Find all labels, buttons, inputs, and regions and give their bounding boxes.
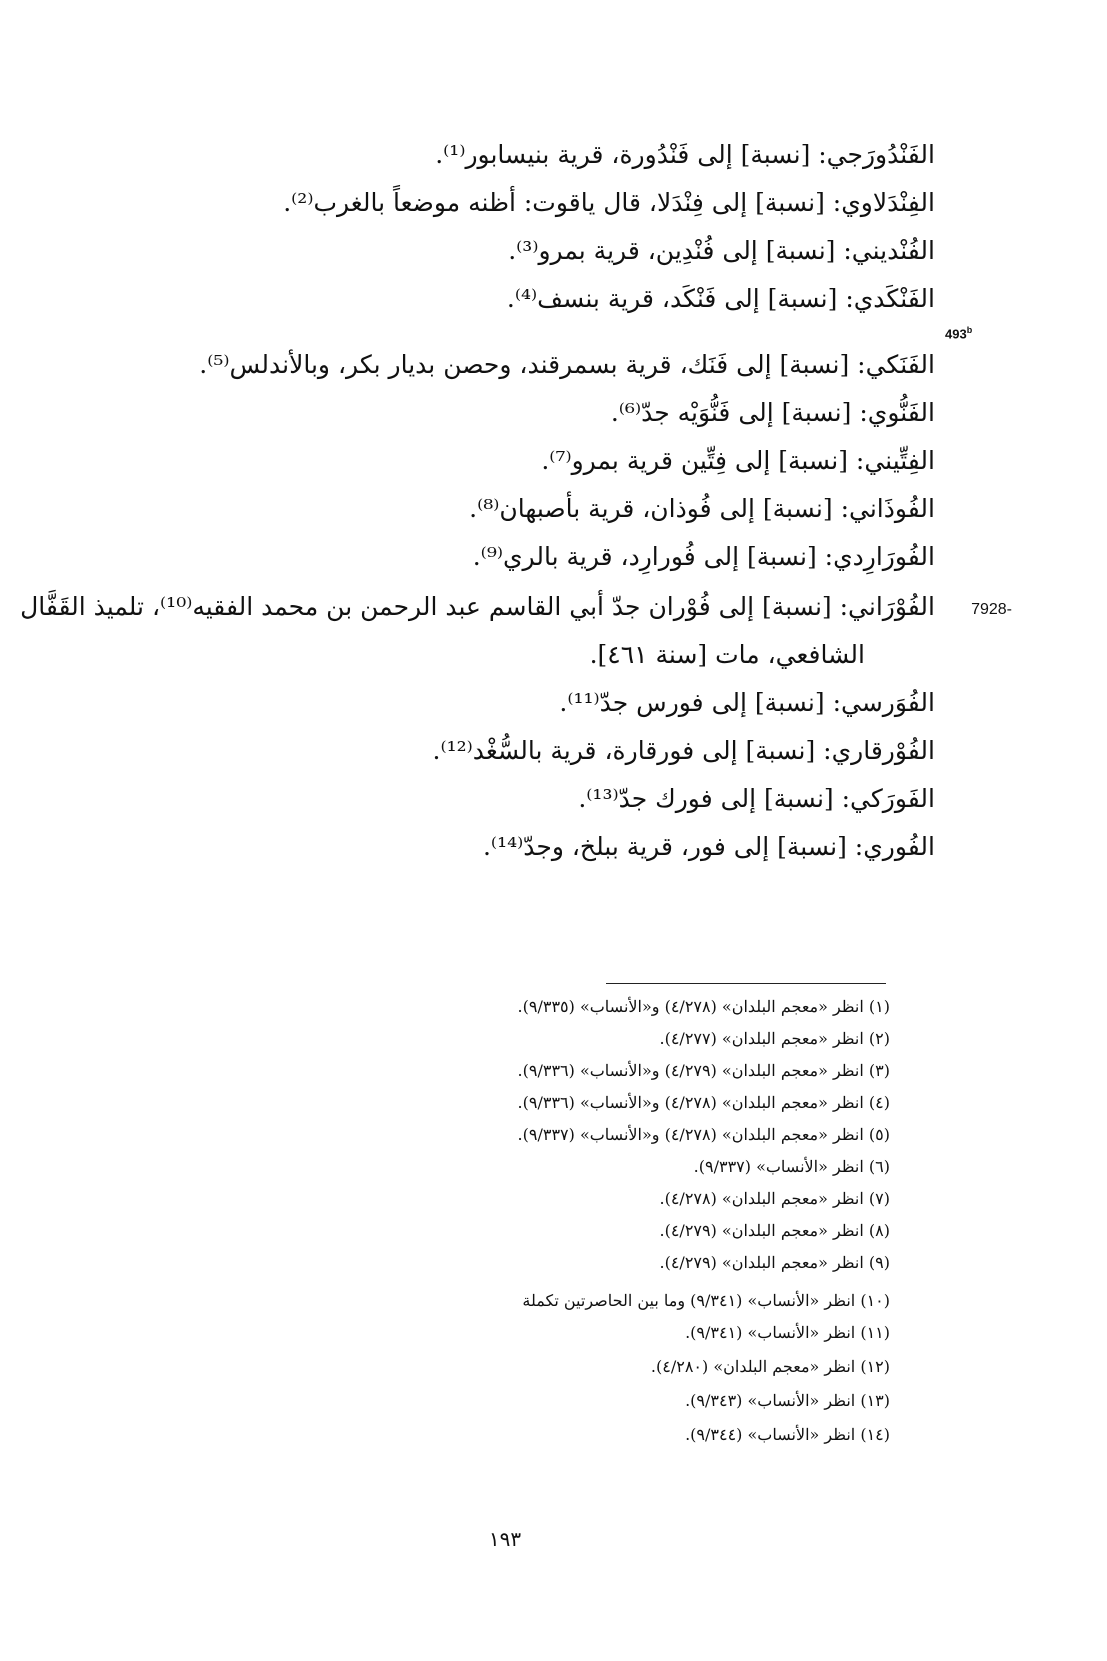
footnote-separator: [606, 983, 886, 984]
footnote: (١٠) انظر «الأنساب» (٩/٣٤١) وما بين الحاصرتين تكملة: [522, 1291, 890, 1310]
entry: الفَنُّوي: [نسبة] إلى فَنُّوَيْه جدّ⁽⁶⁾.: [610, 398, 935, 427]
page-number: ١٩٣: [488, 1527, 522, 1551]
entry-continuation: الشافعي، مات [سنة ٤٦١].: [589, 640, 865, 669]
entry: الفُوْرقاري: [نسبة] إلى فورقارة، قرية بالسُّغْد⁽¹²⁾.: [432, 736, 935, 765]
footnote: (٤) انظر «معجم البلدان» (٤/٢٧٨) و«الأنساب» (٩/٣٣٦).: [517, 1093, 890, 1112]
footnote: (٩) انظر «معجم البلدان» (٤/٢٧٩).: [659, 1253, 890, 1272]
footnote: (٥) انظر «معجم البلدان» (٤/٢٧٨) و«الأنساب» (٩/٣٣٧).: [517, 1125, 890, 1144]
footnote: (٨) انظر «معجم البلدان» (٤/٢٧٩).: [659, 1221, 890, 1240]
entry: الفَنْدُورَجي: [نسبة] إلى فَنْدُورة، قرية بنيسابور⁽¹⁾.: [435, 140, 935, 169]
footnote: (٧) انظر «معجم البلدان» (٤/٢٧٨).: [659, 1189, 890, 1208]
entry-number: 7928-: [971, 601, 1012, 618]
footnote: (٣) انظر «معجم البلدان» (٤/٢٧٩) و«الأنساب» (٩/٣٣٦).: [517, 1061, 890, 1080]
entry: الفُوري: [نسبة] إلى فور، قرية ببلخ، وجدّ⁽¹⁴⁾.: [482, 832, 935, 861]
footnote: (١٢) انظر «معجم البلدان» (٤/٢٨٠).: [650, 1357, 890, 1376]
entry: الفَورَكي: [نسبة] إلى فورك جدّ⁽¹³⁾.: [578, 784, 935, 813]
footnote: (١) انظر «معجم البلدان» (٤/٢٧٨) و«الأنساب» (٩/٣٣٥).: [517, 997, 890, 1016]
entry: الفِنْدَلاوي: [نسبة] إلى فِنْدَلا، قال ياقوت: أظنه موضعاً بالغرب⁽²⁾.: [283, 188, 935, 217]
marginal-folio-note: 493$^b$: [945, 325, 973, 342]
entry-text: الفُوْرَاني: [نسبة] إلى فُوْران جدّ أبي القاسم عبد الرحمن بن محمد الفقيه⁽¹⁰⁾، تلميذ القَفَّال: [20, 592, 935, 621]
footnote: (٢) انظر «معجم البلدان» (٤/٢٧٧).: [659, 1029, 890, 1048]
entry-numbered: [20, 592, 1012, 622]
footnote: (١٣) انظر «الأنساب» (٩/٣٤٣).: [685, 1391, 890, 1410]
entry: الفَنْكَدي: [نسبة] إلى فَنْكَد، قرية بنسف⁽⁴⁾.: [506, 284, 935, 313]
footnote: (١١) انظر «الأنساب» (٩/٣٤١).: [685, 1323, 890, 1342]
entry: الفِتِّيني: [نسبة] إلى فِتِّين قرية بمرو⁽⁷⁾.: [541, 446, 935, 475]
entry: الفُوذَاني: [نسبة] إلى فُوذان، قرية بأصبهان⁽⁸⁾.: [469, 494, 935, 523]
footnote: (٦) انظر «الأنساب» (٩/٣٣٧).: [693, 1157, 890, 1176]
entry: الفَنَكي: [نسبة] إلى فَنَك، قرية بسمرقند، وحصن بديار بكر، وبالأندلس⁽⁵⁾.: [199, 350, 935, 379]
entry: الفُوَرسي: [نسبة] إلى فورس جدّ⁽¹¹⁾.: [559, 688, 935, 717]
entry: الفُورَارِدي: [نسبة] إلى فُورارِد، قرية بالري⁽⁹⁾.: [472, 542, 935, 571]
footnote: (١٤) انظر «الأنساب» (٩/٣٤٤).: [685, 1425, 890, 1444]
entry: الفُنْديني: [نسبة] إلى فُنْدِين، قرية بمرو⁽³⁾.: [508, 236, 935, 265]
